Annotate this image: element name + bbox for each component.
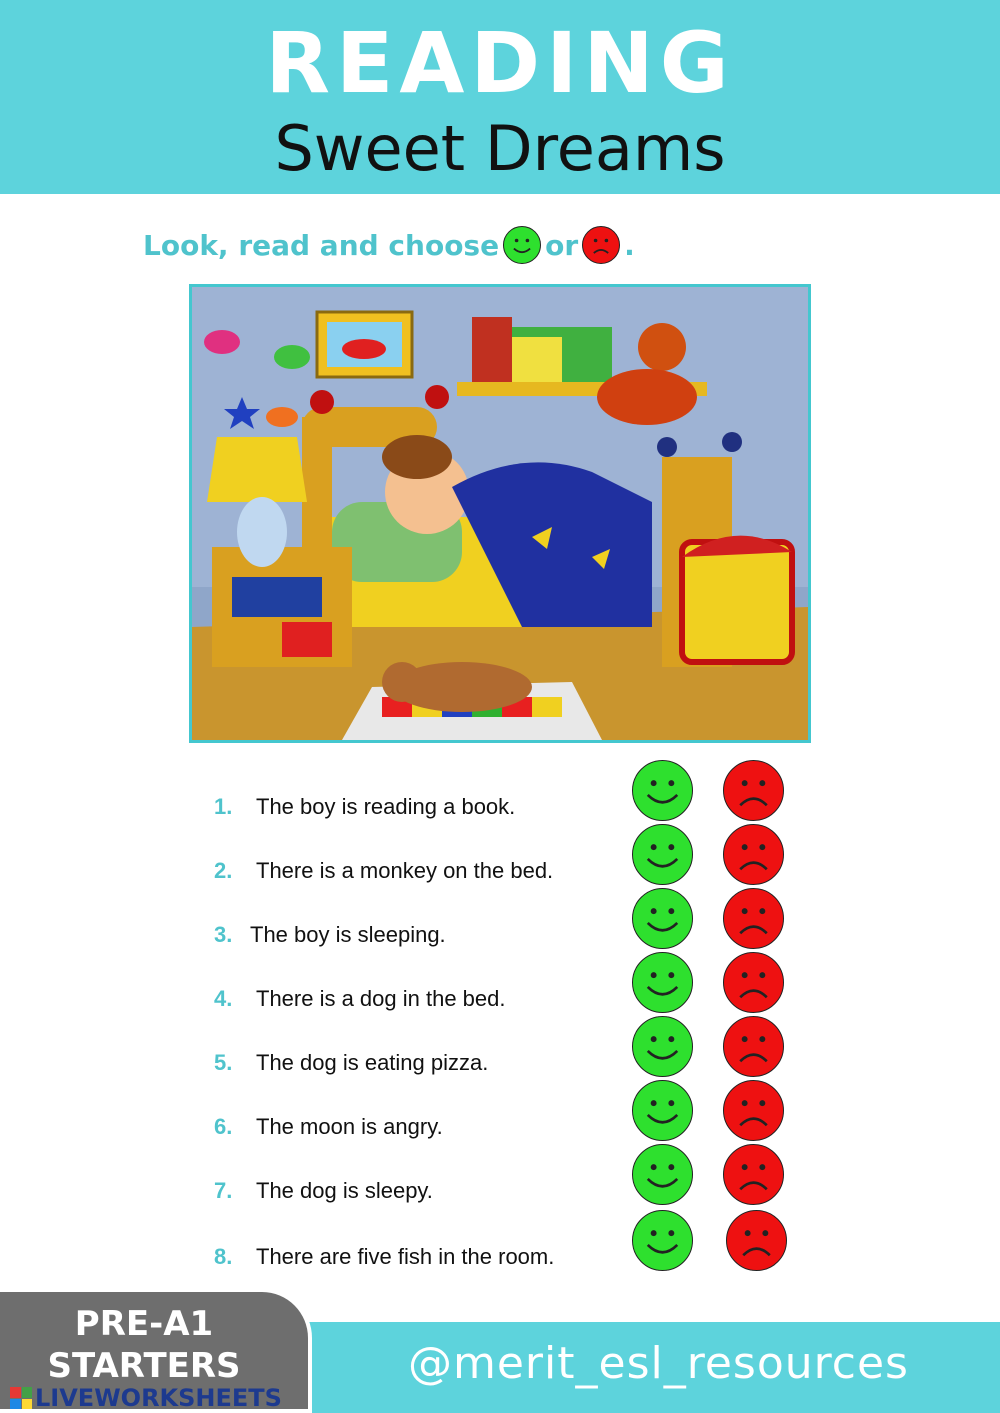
happy-face-option-icon[interactable] <box>632 1144 693 1205</box>
question-number: 3. <box>214 922 233 947</box>
page-title: READING <box>265 14 735 112</box>
happy-face-option-icon[interactable] <box>632 1016 693 1077</box>
liveworksheets-brand: LIVEWORKSHEETS <box>35 1384 282 1412</box>
sad-face-icon <box>582 226 620 264</box>
question-number: 2. <box>214 858 233 883</box>
question-row <box>212 1080 792 1144</box>
question-row <box>212 952 792 1016</box>
sad-face-option-icon[interactable] <box>723 1016 784 1077</box>
author-handle: @merit_esl_resources <box>408 1338 909 1389</box>
question-row <box>212 760 792 824</box>
question-number: 5. <box>214 1050 233 1075</box>
instruction-or: or <box>545 228 579 262</box>
instruction-text: Look, read and choose <box>143 228 500 262</box>
page-subtitle: Sweet Dreams <box>274 112 726 185</box>
header-banner <box>0 0 1000 194</box>
sad-face-option-icon[interactable] <box>723 952 784 1013</box>
question-text: The boy is sleeping. <box>250 922 446 947</box>
happy-face-icon <box>503 226 541 264</box>
instruction <box>143 226 635 264</box>
question-text: The dog is sleepy. <box>256 1178 433 1203</box>
sad-face-option-icon[interactable] <box>723 824 784 885</box>
sad-face-option-icon[interactable] <box>726 1210 787 1271</box>
question-number: 4. <box>214 986 233 1011</box>
bedroom-illustration-icon <box>189 284 811 743</box>
question-text: There is a dog in the bed. <box>256 986 506 1011</box>
question-number: 1. <box>214 794 233 819</box>
question-text: The boy is reading a book. <box>256 794 516 819</box>
liveworksheets-logo-icon <box>10 1387 32 1409</box>
happy-face-option-icon[interactable] <box>632 888 693 949</box>
question-text: The moon is angry. <box>256 1114 443 1139</box>
question-text: There are five fish in the room. <box>256 1244 555 1269</box>
question-number: 7. <box>214 1178 233 1203</box>
instruction-period: . <box>624 228 635 262</box>
question-row <box>212 1144 792 1208</box>
question-row <box>212 1210 792 1274</box>
question-number: 8. <box>214 1244 233 1269</box>
liveworksheets-logo[interactable] <box>10 1384 282 1412</box>
sad-face-option-icon[interactable] <box>723 888 784 949</box>
happy-face-option-icon[interactable] <box>632 760 693 821</box>
happy-face-option-icon[interactable] <box>632 824 693 885</box>
sad-face-option-icon[interactable] <box>723 760 784 821</box>
happy-face-option-icon[interactable] <box>632 952 693 1013</box>
question-row <box>212 1016 792 1080</box>
sad-face-option-icon[interactable] <box>723 1080 784 1141</box>
happy-face-option-icon[interactable] <box>632 1080 693 1141</box>
sad-face-option-icon[interactable] <box>723 1144 784 1205</box>
question-row <box>212 888 792 952</box>
question-row <box>212 824 792 888</box>
level-line-1: PRE-A1 <box>74 1304 214 1344</box>
happy-face-option-icon[interactable] <box>632 1210 693 1271</box>
question-text: There is a monkey on the bed. <box>256 858 554 883</box>
question-number: 6. <box>214 1114 233 1139</box>
question-text: The dog is eating pizza. <box>256 1050 489 1075</box>
level-line-2: STARTERS <box>47 1346 241 1386</box>
